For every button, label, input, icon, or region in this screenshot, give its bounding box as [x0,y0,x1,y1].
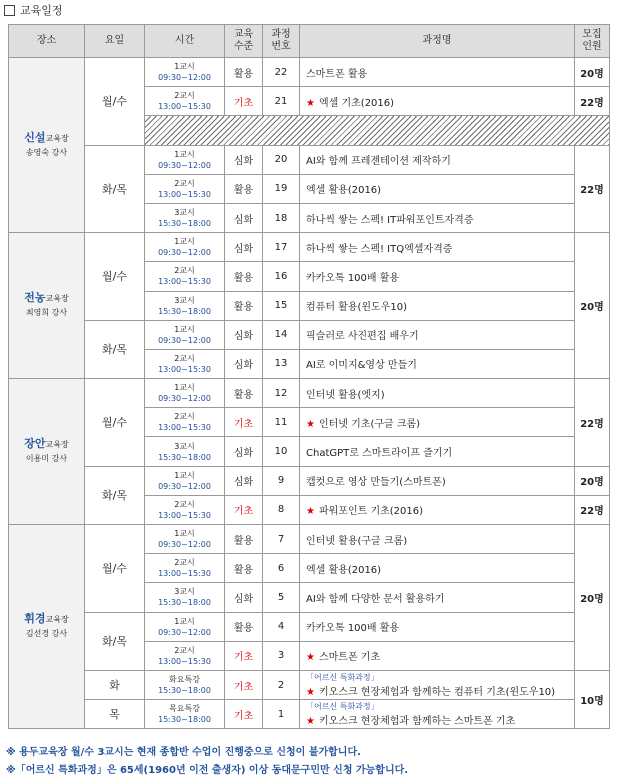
level-cell: 기초 [225,670,263,699]
course-number: 18 [263,203,300,232]
teacher-name: 최영희 강사 [25,308,68,318]
location-name: 장안 [24,437,46,451]
day-cell: 월/수 [85,379,145,467]
course-name[interactable]: 스마트폰 활용 [300,58,575,87]
location-name: 전농 [24,291,46,305]
course-number: 15 [263,291,300,320]
period-cell: 2교시 13:00~15:30 [145,495,225,524]
period-cell: 1교시 09:30~12:00 [145,145,225,174]
star-icon: ★ [306,652,315,664]
course-name[interactable]: 카카오톡 100배 활용 [300,262,575,291]
course-name[interactable]: 카카오톡 100배 활용 [300,612,575,641]
course-number: 21 [263,87,300,116]
course-name[interactable]: 픽슬러로 사진편집 배우기 [300,320,575,349]
course-number: 19 [263,174,300,203]
day-cell: 월/수 [85,233,145,321]
course-number: 6 [263,554,300,583]
day-cell: 화/목 [85,145,145,233]
table-header-row [9,25,610,58]
table-row [9,145,610,174]
level-cell: 활용 [225,174,263,203]
table-row [9,379,610,408]
course-number: 16 [263,262,300,291]
col-header-number: 과정 번호 [263,25,300,58]
level-cell: 활용 [225,58,263,87]
period-cell: 목요특강 15:30~18:00 [145,700,225,729]
period-cell: 1교시 09:30~12:00 [145,233,225,262]
course-name[interactable]: ★ 인터넷 기초(구글 크롬) [300,408,575,437]
level-cell: 기초 [225,495,263,524]
course-number: 1 [263,700,300,729]
unavailable-hatched-cell [145,116,610,145]
location-cell [9,525,85,729]
course-name[interactable]: 「어르신 특화과정」 ★ 키오스크 현장체험과 함께하는 컴퓨터 기초(윈도우10) [300,670,575,699]
day-cell: 화/목 [85,320,145,378]
table-row [9,700,610,729]
level-cell: 기초 [225,87,263,116]
col-header-course: 과정명 [300,25,575,58]
course-number: 11 [263,408,300,437]
period-cell: 화요특강 15:30~18:00 [145,670,225,699]
capacity-cell: 22명 [575,145,610,233]
location-cell [9,58,85,233]
col-header-time: 시간 [145,25,225,58]
course-name[interactable]: 하나씩 쌓는 스펙! ITQ엑셀자격증 [300,233,575,262]
course-number: 5 [263,583,300,612]
course-number: 12 [263,379,300,408]
period-cell: 2교시 13:00~15:30 [145,174,225,203]
course-name[interactable]: 엑셀 활용(2016) [300,174,575,203]
period-cell: 1교시 09:30~12:00 [145,58,225,87]
star-icon: ★ [306,418,315,430]
location-name: 신설 [24,130,46,144]
course-name[interactable]: 엑셀 활용(2016) [300,554,575,583]
period-cell: 3교시 15:30~18:00 [145,203,225,232]
star-icon: ★ [306,715,315,727]
level-cell: 심화 [225,233,263,262]
location-name: 휘경 [24,612,46,626]
period-cell: 3교시 15:30~18:00 [145,583,225,612]
course-number: 22 [263,58,300,87]
star-icon: ★ [306,686,315,698]
course-name[interactable]: 「어르신 특화과정」 ★ 키오스크 현장체험과 함께하는 스마트폰 기초 [300,700,575,729]
capacity-cell: 22명 [575,495,610,524]
period-cell: 1교시 09:30~12:00 [145,466,225,495]
table-row [9,233,610,262]
footnotes [6,744,408,780]
level-cell: 기초 [225,641,263,670]
checkbox-icon[interactable] [4,5,15,16]
level-cell: 심화 [225,583,263,612]
day-cell: 월/수 [85,58,145,146]
star-icon: ★ [306,97,315,109]
capacity-cell: 22명 [575,379,610,467]
footnote: ※「어르신 특화과정」은 65세(1960년 이전 출생자) 이상 동대문구민만 신청 가능합니다. [6,765,409,776]
level-cell: 심화 [225,437,263,466]
star-icon: ★ [306,506,315,518]
capacity-cell: 20명 [575,525,610,671]
location-suffix: 교육장 [45,294,69,304]
level-cell: 활용 [225,612,263,641]
course-name[interactable]: 인터넷 활용(엣지) [300,379,575,408]
course-name[interactable]: 하나씩 쌓는 스펙! IT파워포인트자격증 [300,203,575,232]
day-cell: 화/목 [85,612,145,670]
level-cell: 활용 [225,291,263,320]
course-name[interactable]: 캡컷으로 영상 만들기(스마트폰) [300,466,575,495]
course-number: 7 [263,525,300,554]
level-cell: 활용 [225,525,263,554]
table-row [9,525,610,554]
col-header-day: 요일 [85,25,145,58]
level-cell: 심화 [225,320,263,349]
course-name[interactable]: ★ 파워포인트 기초(2016) [300,495,575,524]
period-cell: 1교시 09:30~12:00 [145,320,225,349]
period-cell: 3교시 15:30~18:00 [145,437,225,466]
day-cell: 화 [85,670,145,699]
location-cell [9,379,85,525]
level-cell: 기초 [225,700,263,729]
teacher-name: 김선경 강사 [25,629,68,639]
course-number: 2 [263,670,300,699]
course-number: 17 [263,233,300,262]
period-cell: 3교시 15:30~18:00 [145,291,225,320]
level-cell: 심화 [225,145,263,174]
course-name[interactable]: AI와 함께 다양한 문서 활용하기 [300,583,575,612]
period-cell: 2교시 13:00~15:30 [145,262,225,291]
capacity-cell: 10명 [575,670,610,728]
section-header [4,2,63,18]
footnote: ※ 용두교육장 월/수 3교시는 현재 종합반 수업이 진행중으로 신청이 불가합니다. [6,747,361,758]
day-cell: 화/목 [85,466,145,524]
level-cell: 심화 [225,466,263,495]
special-course-tag: 「어르신 특화과정」 [306,672,379,682]
table-row [9,466,610,495]
course-name[interactable]: ★ 엑셀 기초(2016) [300,87,575,116]
level-cell: 심화 [225,203,263,232]
location-suffix: 교육장 [45,615,69,625]
course-number: 3 [263,641,300,670]
day-cell: 월/수 [85,525,145,613]
period-cell: 2교시 13:00~15:30 [145,87,225,116]
period-cell: 1교시 09:30~12:00 [145,379,225,408]
course-number: 14 [263,320,300,349]
level-cell: 활용 [225,262,263,291]
period-cell: 2교시 13:00~15:30 [145,349,225,378]
location-suffix: 교육장 [45,440,69,450]
teacher-name: 송영숙 강사 [25,147,68,157]
course-number: 20 [263,145,300,174]
level-cell: 기초 [225,408,263,437]
schedule-table [8,24,610,729]
level-cell: 활용 [225,554,263,583]
period-cell: 2교시 13:00~15:30 [145,408,225,437]
table-row [9,320,610,349]
table-row [9,612,610,641]
level-cell: 활용 [225,379,263,408]
level-cell: 심화 [225,349,263,378]
course-name[interactable]: AI로 이미지&영상 만들기 [300,349,575,378]
table-row [9,58,610,87]
capacity-cell: 20명 [575,466,610,495]
day-cell: 목 [85,700,145,729]
location-suffix: 교육장 [45,133,69,143]
section-title: 교육일정 [20,4,63,17]
course-number: 4 [263,612,300,641]
special-course-tag: 「어르신 특화과정」 [306,701,379,711]
course-number: 13 [263,349,300,378]
col-header-place: 장소 [9,25,85,58]
period-cell: 1교시 09:30~12:00 [145,612,225,641]
period-cell: 1교시 09:30~12:00 [145,525,225,554]
course-number: 10 [263,437,300,466]
capacity-cell: 20명 [575,233,610,379]
course-name[interactable]: ChatGPT로 스마트라이프 즐기기 [300,437,575,466]
capacity-cell: 20명 [575,58,610,87]
teacher-name: 이용미 강사 [25,454,68,464]
col-header-capacity: 모집 인원 [575,25,610,58]
course-number: 9 [263,466,300,495]
col-header-level: 교육 수준 [225,25,263,58]
course-number: 8 [263,495,300,524]
course-name[interactable]: AI와 함께 프레젠테이션 제작하기 [300,145,575,174]
capacity-cell: 22명 [575,87,610,116]
period-cell: 2교시 13:00~15:30 [145,554,225,583]
table-row [9,670,610,699]
period-cell: 2교시 13:00~15:30 [145,641,225,670]
course-name[interactable]: ★ 스마트폰 기초 [300,641,575,670]
location-cell [9,233,85,379]
course-name[interactable]: 컴퓨터 활용(윈도우10) [300,291,575,320]
course-name[interactable]: 인터넷 활용(구글 크롬) [300,525,575,554]
